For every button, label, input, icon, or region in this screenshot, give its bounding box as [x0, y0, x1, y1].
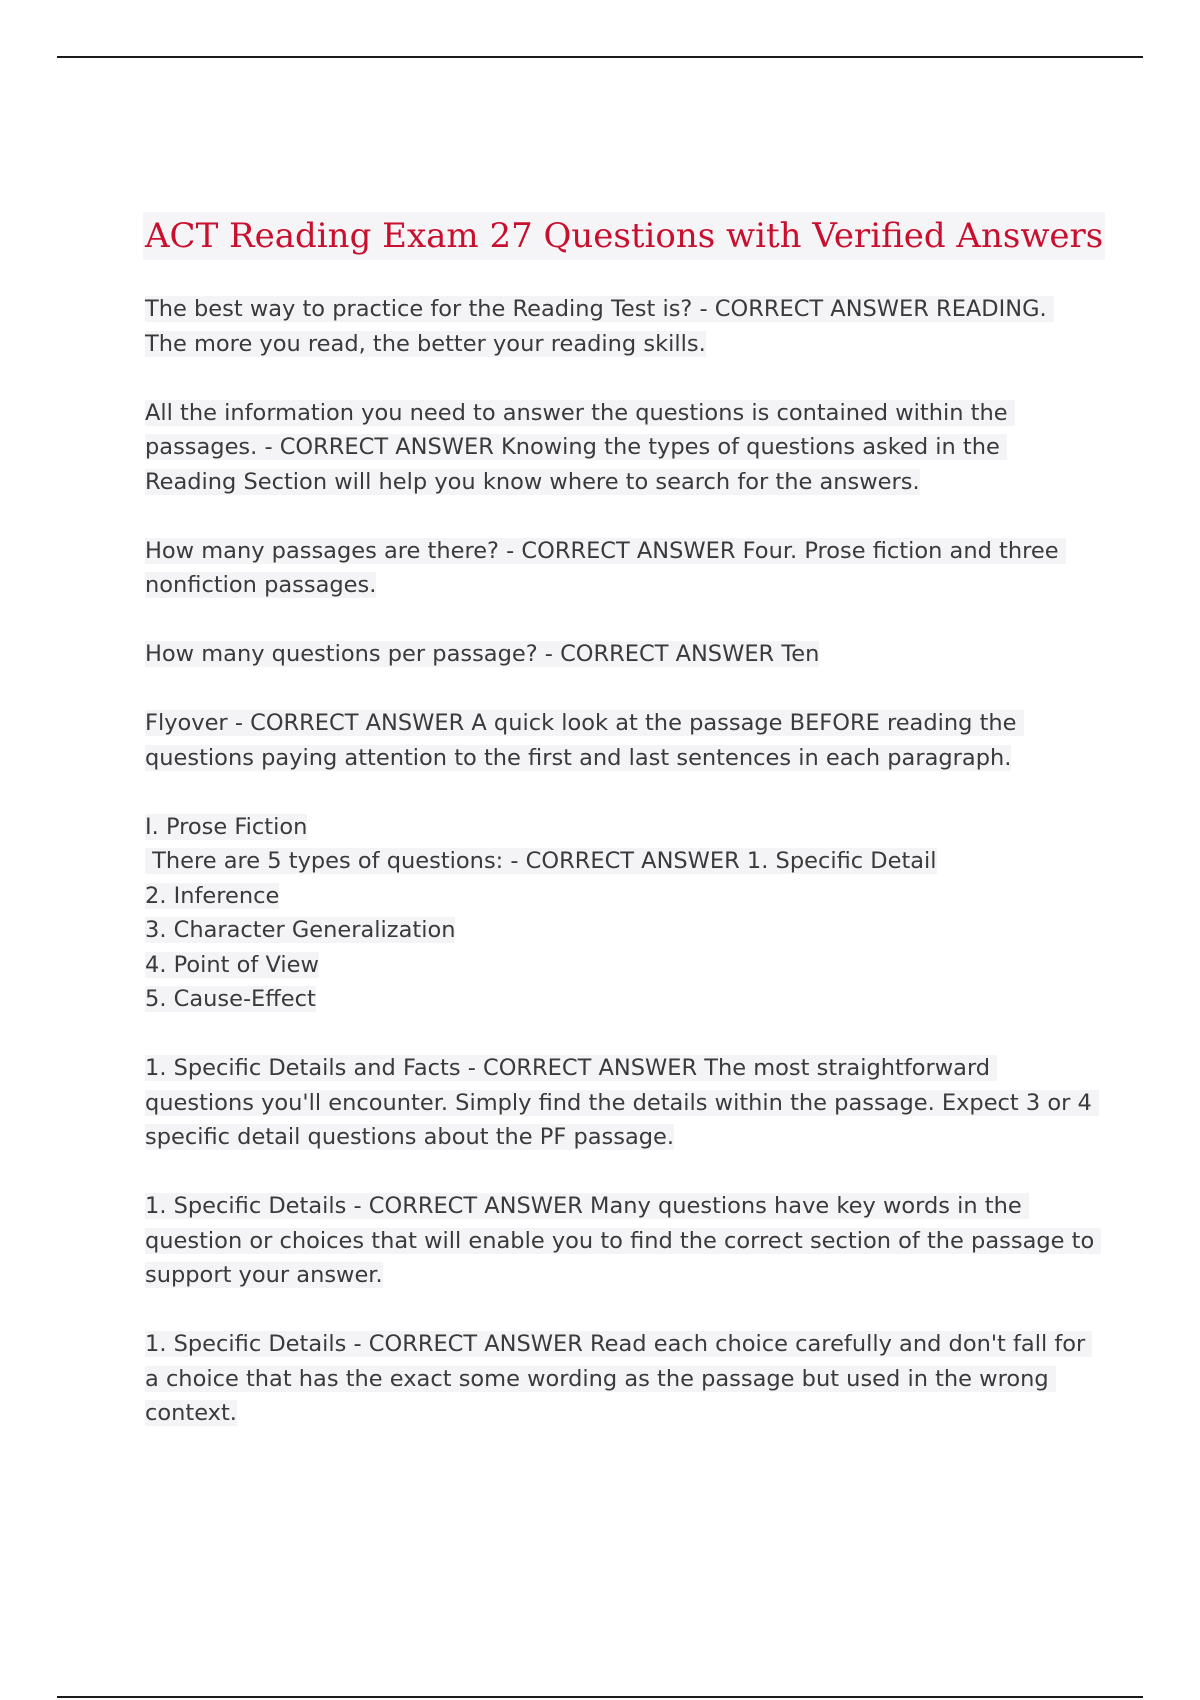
qa-entry	[145, 534, 1095, 603]
footer-rule	[57, 1696, 1143, 1698]
qa-entry	[145, 706, 1095, 775]
qa-entry-text: How many questions per passage? - CORRECT ANSWER Ten	[145, 641, 820, 667]
qa-entry-text: How many passages are there? - CORRECT ANSWER Four. Prose fiction and three nonfiction passages.	[145, 537, 1066, 598]
qa-entry-text: 1. Specific Details and Facts - CORRECT ANSWER The most straightforward questions you'll encounter. Simply find the details within the passage. Expect 3 or 4 specific detail questions about the PF passage.	[145, 1055, 1100, 1150]
qa-entry-text: I. Prose Fiction There are 5 types of questions: - CORRECT ANSWER 1. Specific Detail 2. Inference 3. Character Generalization 4. Point of View 5. Cause-Effect	[145, 813, 937, 1012]
qa-entry	[145, 292, 1095, 361]
header-rule	[57, 56, 1143, 58]
qa-entry	[145, 1051, 1100, 1155]
document-body	[145, 292, 1102, 1465]
qa-entry-text: 1. Specific Details - CORRECT ANSWER Many questions have key words in the question or choices that will enable you to find the correct section of the passage to support your answer.	[145, 1193, 1102, 1288]
qa-entry-text: Flyover - CORRECT ANSWER A quick look at the passage BEFORE reading the questions paying attention to the first and last sentences in each paragraph.	[145, 710, 1024, 771]
qa-entry	[145, 637, 1095, 672]
qa-entry-text: All the information you need to answer the questions is contained within the passages. - CORRECT ANSWER Knowing the types of questions asked in the Reading Section will help you know where to search for the answers.	[145, 399, 1015, 495]
qa-entry	[145, 396, 1095, 500]
qa-entry	[145, 1189, 1102, 1293]
qa-entry-text: 1. Specific Details - CORRECT ANSWER Read each choice carefully and don't fall for a choice that has the exact some wording as the passage but used in the wrong context.	[145, 1331, 1093, 1426]
qa-entry	[145, 1327, 1095, 1431]
qa-entry	[145, 810, 1095, 1017]
document-title: ACT Reading Exam 27 Questions with Verified Answers	[143, 212, 1105, 260]
qa-entry-text: The best way to practice for the Reading Test is? - CORRECT ANSWER READING. The more you read, the better your reading skills.	[145, 296, 1054, 357]
